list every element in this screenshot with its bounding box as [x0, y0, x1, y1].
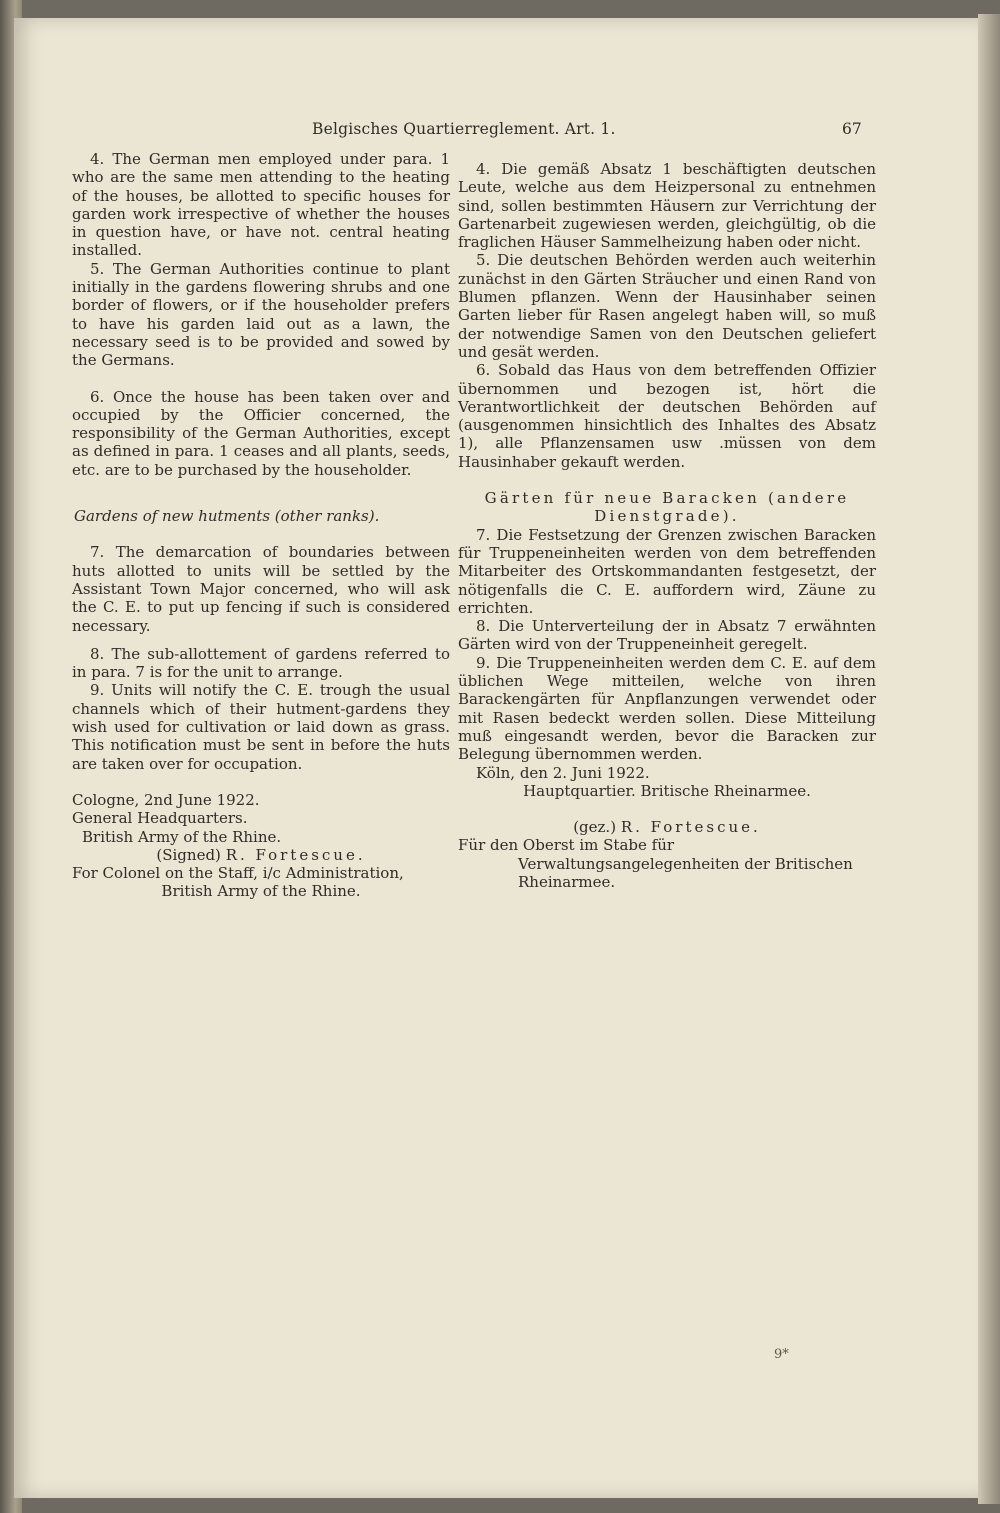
page-edge	[978, 14, 1000, 1504]
paragraph-de-8: 8. Die Unterverteilung der in Absatz 7 erwähnten Gärten wird von der Truppeneinheit geregelt.	[458, 617, 876, 654]
paragraph-de-7: 7. Die Festsetzung der Grenzen zwischen Baracken für Truppeneinheiten werden von dem betreffenden Mitarbeiter des Ortskommandanten festgesetzt, der nötigenfalls die C. E. auffordern wird, Zäune zu errichten.	[458, 525, 876, 617]
paragraph-en-8: 8. The sub-allottement of gardens referred to in para. 7 is for the unit to arrange.	[72, 644, 450, 682]
paragraph-de-4: 4. Die gemäß Absatz 1 beschäftigten deutschen Leute, welche aus dem Heizpersonal zu entnehmen sind, sollen bestimmten Häusern zur Verrichtung der Gartenarbeit zugewiesen werden, gleichgültig, ob die fraglichen Häuser Sammelheizung haben oder nicht.	[458, 160, 876, 252]
section-heading-en: Gardens of new hutments (other ranks).	[74, 507, 380, 526]
signature-mark: 9*	[774, 1347, 789, 1362]
headquarters-en-2: British Army of the Rhine.	[82, 827, 282, 846]
paragraph-en-5: 5. The German Authorities continue to plant initially in the gardens flowering shrubs and one border of flowers, or if the householder prefers to have his garden laid out as a lawn, the necessary seed is to be provided and sowed by the Germans.	[72, 259, 450, 370]
place-date-de: Köln, den 2. Juni 1922.	[476, 763, 650, 782]
paragraph-en-6: 6. Once the house has been taken over and occupied by the Officier concerned, the responsibility of the German Authorities, except as defined in para. 1 ceases and all plants, seeds, etc. are to be purchased by the householder.	[72, 387, 450, 479]
page-number: 67	[842, 120, 862, 138]
scanned-page	[14, 18, 980, 1498]
paragraph-de-5: 5. Die deutschen Behörden werden auch weiterhin zunächst in den Gärten Sträucher und einen Rand von Blumen pflanzen. Wenn der Hausinhaber seinen Garten lieber für Rasen angelegt haben will, so muß der notwendige Samen von den Deutschen geliefert und gesät werden.	[458, 251, 876, 361]
signer-title-en-2: British Army of the Rhine.	[161, 882, 361, 901]
signer-title-de: Für den Oberst im Stabe für Verwaltungsangelegenheiten der Britischen Rheinarmee.	[458, 836, 853, 891]
signature-de	[458, 818, 876, 836]
running-title: Belgisches Quartierreglement. Art. 1.	[312, 120, 616, 138]
paragraph-en-7: 7. The demarcation of boundaries between huts allotted to units will be settled by the Assistant Town Major concerned, who will ask the C. E. to put up fencing if such is considered necessary.	[72, 543, 450, 635]
paragraph-de-9: 9. Die Truppeneinheiten werden dem C. E. auf dem üblichen Wege mitteilen, welche von ihren Barackengärten für Anpflanzungen verwendet oder mit Rasen bedeckt werden sollen. Diese Mitteilung muß eingesandt werden, bevor die Baracken zur Belegung übernommen werden.	[458, 653, 876, 764]
paragraph-en-4: 4. The German men employed under para. 1 who are the same men attending to the heating of the houses, be allotted to specific houses for garden work irrespective of whether the houses in question have, or have not. central heating installed.	[72, 150, 450, 260]
section-heading-de: Gärten für neue Baracken (andere Dienstgrade).	[484, 489, 850, 526]
headquarters-en-1: General Headquarters.	[72, 809, 248, 828]
german-column	[458, 150, 876, 891]
signer-name-en: R. Fortescue.	[225, 845, 366, 864]
place-date-en: Cologne, 2nd June 1922.	[72, 790, 260, 809]
signature-en	[72, 846, 450, 864]
english-column	[72, 150, 450, 901]
paragraph-de-6: 6. Sobald das Haus von dem betreffenden Offizier übernommen und bezogen ist, hört die Verantwortlichkeit der deutschen Behörden auf (ausgenommen hinsichtlich des Inhaltes des Absatz 1), alle Pflanzensamen usw .müssen von dem Hausinhaber gekauft werden.	[458, 361, 876, 471]
signed-label-de: (gez.)	[573, 818, 617, 837]
signer-name-de: R. Fortescue.	[620, 818, 761, 837]
paragraph-en-9: 9. Units will notify the C. E. trough the usual channels which of their hutment-gardens they wish used for cultivation or laid down as grass. This notification must be sent in before the huts are taken over for occupation.	[72, 681, 450, 773]
signed-label-en: (Signed)	[156, 845, 221, 864]
signer-title-en-1: For Colonel on the Staff, i/c Administration,	[72, 864, 404, 883]
headquarters-de: Hauptquartier. Britische Rheinarmee.	[523, 781, 811, 800]
